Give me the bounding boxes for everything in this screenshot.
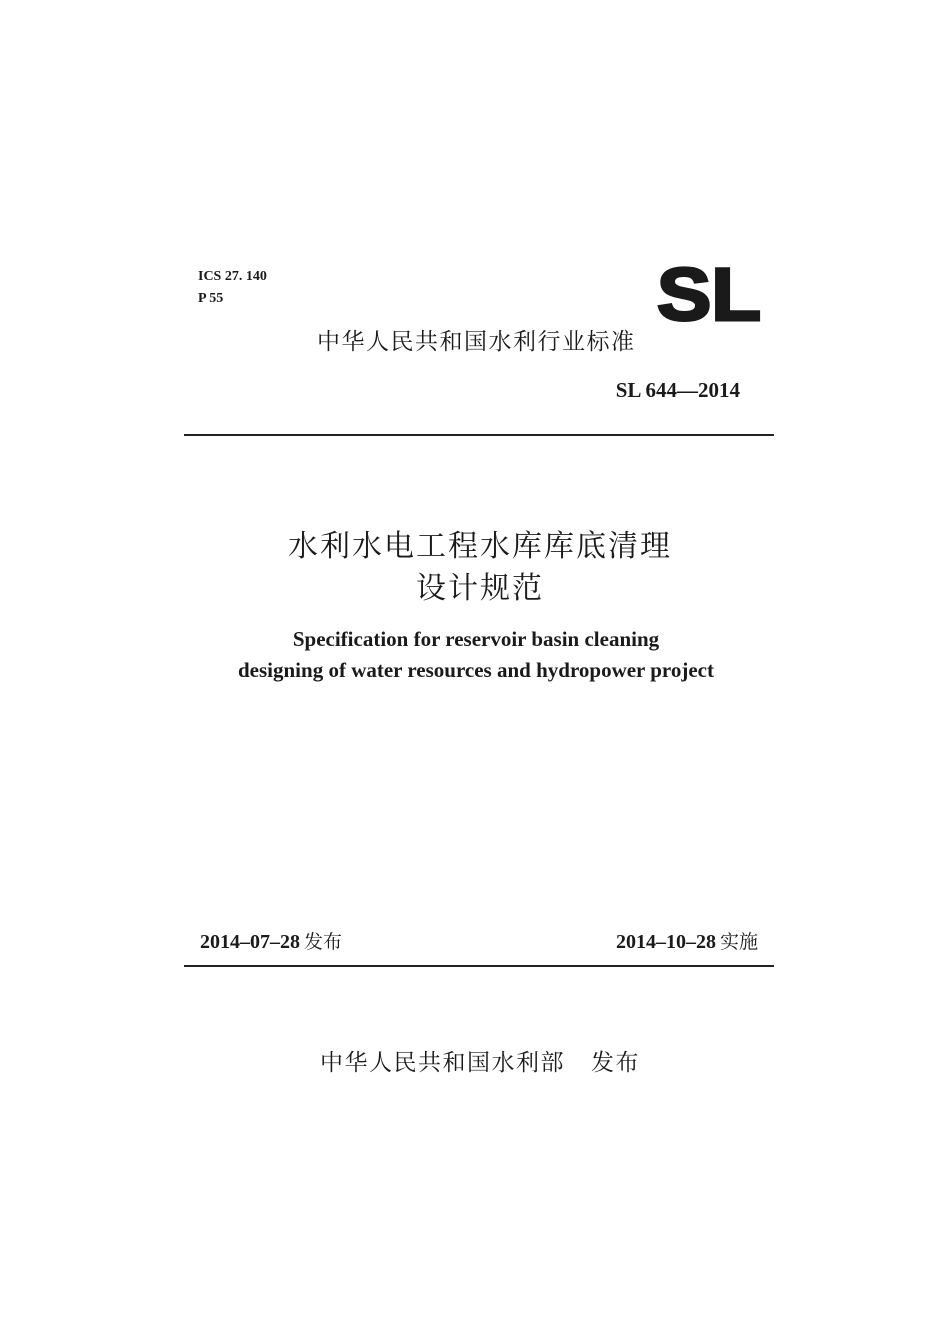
publisher-name: 中华人民共和国水利部	[320, 1050, 565, 1076]
chinese-title-line-2: 设计规范	[416, 571, 544, 606]
issue-date-block	[200, 927, 342, 954]
chinese-title	[0, 526, 950, 610]
english-title-line-1: Specification for reservoir basin cleaning	[292, 627, 660, 651]
english-title-line-2: designing of water resources and hydropower project	[238, 658, 714, 682]
effective-date-block	[616, 927, 758, 954]
effective-date: 2014–10–28	[615, 931, 716, 953]
chinese-title-line-1: 水利水电工程水库库底清理	[288, 529, 672, 564]
standard-number: SL 644—2014	[615, 378, 740, 402]
issue-date: 2014–07–28	[200, 931, 300, 953]
classification-block	[198, 266, 267, 310]
sl-logo	[656, 264, 762, 324]
bottom-divider	[184, 965, 774, 967]
standard-category: 中华人民共和国水利行业标准	[317, 329, 636, 355]
logo-text: SL	[657, 264, 761, 324]
ics-code: ICS 27. 140	[198, 269, 267, 284]
top-divider	[184, 434, 774, 436]
english-title	[0, 624, 950, 686]
publisher-action: 发布	[591, 1050, 640, 1076]
issue-label: 发布	[304, 931, 343, 953]
publisher-line	[0, 1044, 950, 1077]
class-code: P 55	[198, 291, 224, 306]
effective-label: 实施	[719, 931, 758, 953]
